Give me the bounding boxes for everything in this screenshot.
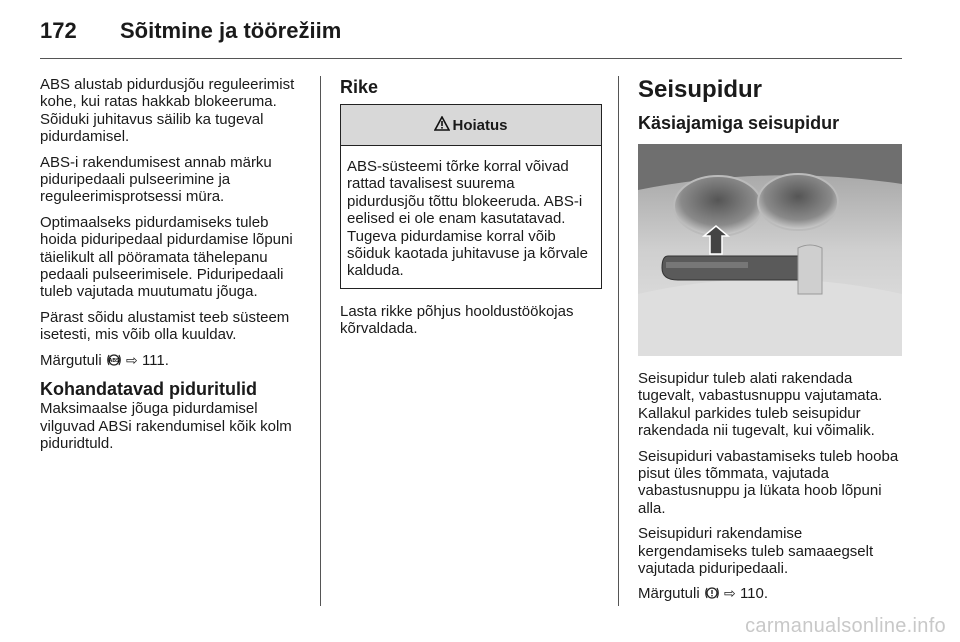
warning-title: Hoiatus: [452, 116, 508, 134]
warning-box: [340, 104, 602, 289]
column-middle: [340, 76, 602, 346]
column-left: [40, 76, 308, 460]
page-ref-arrow-icon: ⇨: [126, 352, 138, 369]
parking-brake-indicator-line: [638, 585, 902, 603]
abs-indicator-line: [40, 352, 308, 370]
indicator-label: Märgutuli: [40, 351, 102, 369]
svg-text:ABS: ABS: [108, 357, 120, 364]
parking-brake-paragraph-1: Seisupidur tuleb alati rakendada tugevalt, vabastusnuppu vajutamata. Kallakul parkides tuleb seisupidur rakendada nii tugevalt, kui võimalik.: [638, 370, 883, 440]
warning-text: ABS-süsteemi tõrke korral võivad rattad tavalisest suurema pidurdusjõu tõttu blokeeruda. ABS-i eelised ei ole enam kasutatavad. Tugeva pidurdamise korral võib sõiduk kaotada juhitavuse ja kõrvale kalduda.: [347, 158, 588, 280]
manual-parking-brake-subheading: Käsiajamiga seisupidur: [638, 113, 840, 133]
adaptive-brake-lights-heading: Kohandatavad piduritulid: [40, 379, 258, 400]
abs-paragraph-2: ABS-i rakendumisest annab märku piduripedaali pulseerimine ja reguleerimisprotsessi müra.: [40, 153, 272, 206]
warning-triangle-icon: [434, 116, 450, 134]
parking-brake-photo: [638, 144, 902, 356]
header-divider: [40, 58, 902, 59]
warning-header: [341, 105, 601, 146]
indicator-page-ref: 111.: [141, 351, 169, 369]
page-ref-arrow-icon: ⇨: [724, 586, 736, 603]
adaptive-brake-lights-paragraph: Maksimaalse jõuga pidurdamisel vilguvad ABSi rakendumisel kõik kolm piduridtuld.: [40, 400, 292, 452]
abs-warning-icon: [106, 353, 122, 369]
column-divider-1: [320, 76, 321, 606]
abs-paragraph-3: Optimaalseks pidurdamiseks tuleb hoida piduripedaal pidurdamise lõpuni täielikult all pööramata tähelepanu pedaali pulseerimisele. Piduripedaali tuleb vajutada muutumatu jõuga.: [40, 213, 293, 301]
fault-paragraph: Lasta rikke põhjus hooldustöökojas kõrvaldada.: [340, 302, 574, 338]
column-divider-2: [618, 76, 619, 606]
brake-warning-icon: [704, 586, 720, 602]
warning-body: [341, 146, 601, 288]
parking-brake-paragraph-3: Seisupiduri rakendamise kergendamiseks tuleb samaaegselt vajutada piduripedaali.: [638, 525, 874, 578]
column-right: [638, 76, 902, 612]
indicator-label: Märgutuli: [638, 585, 700, 603]
page-header: [40, 18, 341, 48]
fault-heading: Rike: [340, 77, 379, 97]
chapter-title: Sõitmine ja töörežiim: [120, 18, 342, 43]
parking-brake-heading: Seisupidur: [638, 76, 763, 103]
watermark: carmanualsonline.info: [745, 615, 946, 637]
abs-paragraph-4: Pärast sõidu alustamist teeb süsteem isetesti, mis võib olla kuuldav.: [40, 308, 290, 344]
indicator-page-ref: 110.: [739, 585, 769, 603]
abs-paragraph-1: ABS alustab pidurdusjõu reguleerimist kohe, kui ratas hakkab blokeeruma. Sõiduki juhitavus säilib ka tugeval pidurdamisel.: [40, 76, 295, 146]
page-number: 172: [40, 18, 77, 43]
parking-brake-paragraph-2: Seisupiduri vabastamiseks tuleb hooba pisut üles tõmmata, vajutada vabastusnuppu ja lükata hoob lõpuni alla.: [638, 447, 899, 517]
